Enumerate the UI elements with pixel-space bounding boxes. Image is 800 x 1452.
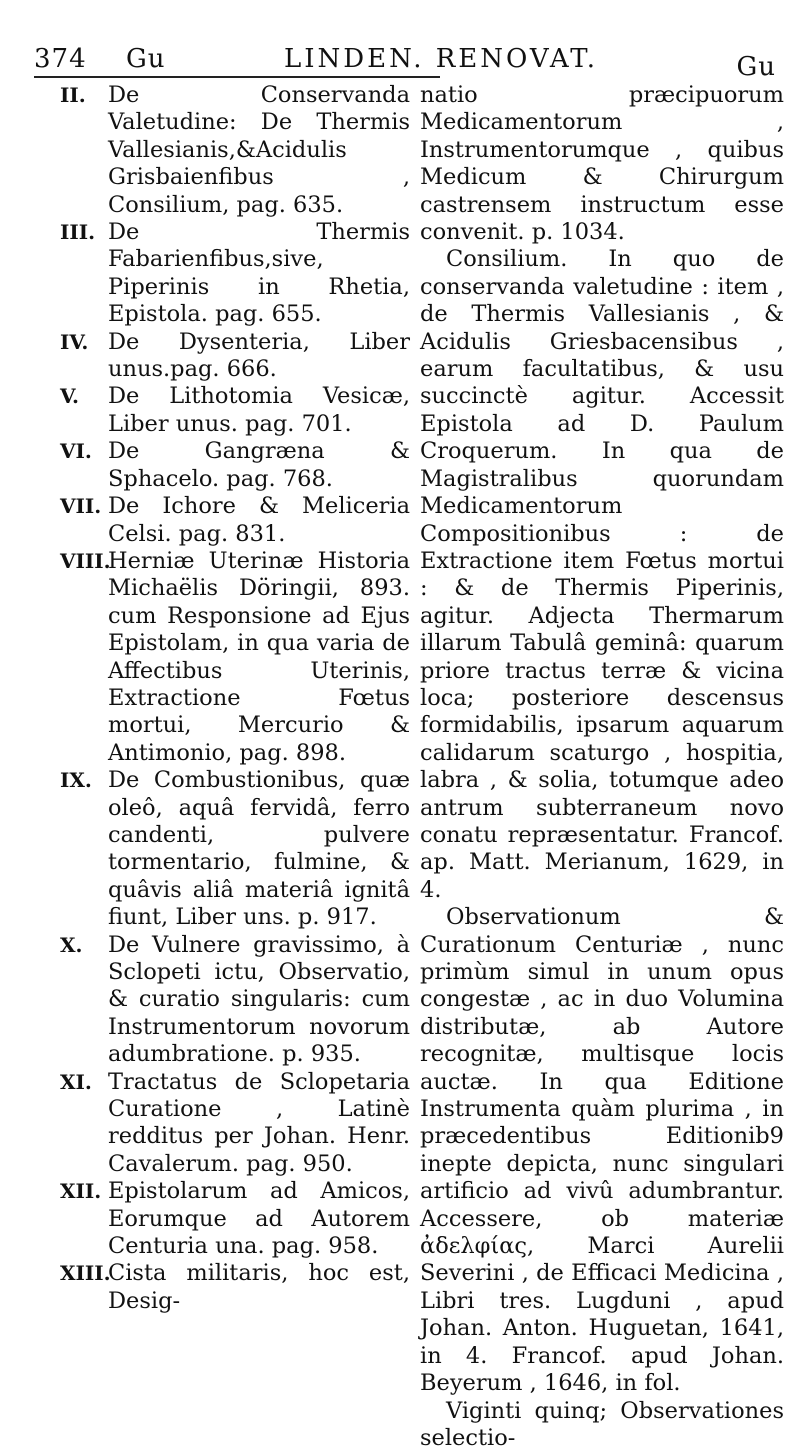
keyword-right: Gu <box>736 52 776 82</box>
left-column <box>60 82 410 1315</box>
paragraph-observationum: Observationum & Curationum Centuriæ , nunc primùm simul in unum opus congestæ , ac in duo Volumina distributæ, ab Autore recognitæ, multisque locis auctæ. In qua Editione Instrumenta quàm plurima , in præcedentibus Editionib9 inepte depicta, nunc singulari artificio ad vivû adumbrantur. Accessere, ob materiæ ἀδελφίας, Marci Aurelii Severini , de Efficaci Medicina , Libri tres. Lugduni , apud Johan. Anton. Huguetan, 1641, in 4. Francof. apud Johan. Beyerum , 1646, in fol. <box>420 904 784 1397</box>
entry-number: VI. <box>60 438 108 465</box>
entry-text: De Lithotomia Vesicæ, Liber unus. pag. 701. <box>108 383 410 438</box>
entry-text: Herniæ Uterinæ Historia Michaëlis Döringii, 893. cum Responsione ad Ejus Epistolam, in qua varia de Affectibus Uterinis, Extractione Fœtus mortui, Mercurio & Antimonio, pag. 898. <box>108 548 410 767</box>
entry-ii <box>60 82 410 219</box>
page-number: 374 <box>34 44 87 74</box>
entry-text: De Ichore & Meliceria Celsi. pag. 831. <box>108 493 410 548</box>
entry-number: XI. <box>60 1069 108 1096</box>
entry-iv <box>60 329 410 384</box>
header-rule <box>34 76 440 78</box>
entry-v <box>60 383 410 438</box>
entry-number: IV. <box>60 329 108 356</box>
entry-text: Epistolarum ad Amicos, Eorumque ad Autorem Centuria una. pag. 958. <box>108 1178 410 1260</box>
entry-xiii <box>60 1260 410 1315</box>
entry-number: V. <box>60 383 108 410</box>
entry-vi <box>60 438 410 493</box>
entry-text: De Gangræna & Sphacelo. pag. 768. <box>108 438 410 493</box>
running-header <box>34 44 782 78</box>
paragraph-continuation: natio præcipuorum Medicamentorum , Instrumentorumque , quibus Medicum & Chirurgum castrensem instructum esse convenit. p. 1034. <box>420 82 784 246</box>
entry-text: De Vulnere gravissimo, à Sclopeti ictu, Observatio, & curatio singularis: cum Instrumentorum novorum adumbratione. p. 935. <box>108 932 410 1069</box>
entry-text: De Conservanda Valetudine: De Thermis Vallesianis,&Acidulis Grisbaienfibus , Consilium, pag. 635. <box>108 82 410 219</box>
entry-number: IX. <box>60 767 108 794</box>
paragraph-viginti: Viginti quinq; Observationes selectio- <box>420 1398 784 1452</box>
entry-text: De Dysenteria, Liber unus.pag. 666. <box>108 329 410 384</box>
entry-vii <box>60 493 410 548</box>
entry-number: XIII. <box>60 1260 108 1287</box>
entry-text: De Combustionibus, quæ oleô, aquâ fervidâ, ferro candenti, pulvere tormentario, fulmine, & quâvis aliâ materiâ ignitâ fiunt, Liber uns. p. 917. <box>108 767 410 931</box>
entry-viii <box>60 548 410 767</box>
entry-number: II. <box>60 82 108 109</box>
entry-number: III. <box>60 219 108 246</box>
paragraph-consilium: Consilium. In quo de conservanda valetudine : item , de Thermis Vallesianis , & Acidulis Griesbacensibus , earum facultatibus, & usu succinctè agitur. Accessit Epistola ad D. Paulum Croquerum. In qua de Magistralibus quorundam Medicamentorum Compositionibus : de Extractione item Fœtus mortui : & de Thermis Piperinis, agitur. Adjecta Thermarum illarum Tabulâ geminâ: quarum priore tractus terræ & vicina loca; posteriore descensus formidabilis, ipsarum aquarum calidarum scaturgo , hospitia, labra , & solia, totumque adeo antrum subterraneum novo conatu repræsentatur. Francof. ap. Matt. Merianum, 1629, in 4. <box>420 246 784 904</box>
entry-x <box>60 932 410 1069</box>
entry-text: Cista militaris, hoc est, Desig- <box>108 1260 410 1315</box>
entry-xi <box>60 1069 410 1179</box>
entry-text: De Thermis Fabarienfibus,sive, Piperinis in Rhetia, Epistola. pag. 655. <box>108 219 410 329</box>
entry-iii <box>60 219 410 329</box>
entry-number: X. <box>60 932 108 959</box>
entry-number: VII. <box>60 493 108 520</box>
entry-ix <box>60 767 410 931</box>
running-title: LINDEN. RENOVAT. <box>284 44 598 74</box>
entry-number: VIII. <box>60 548 108 575</box>
entry-number: XII. <box>60 1178 108 1205</box>
entry-text: Tractatus de Sclopetaria Curatione , Latinè redditus per Johan. Henr. Cavalerum. pag. 950. <box>108 1069 410 1179</box>
keyword-left: Gu <box>126 44 166 74</box>
entry-xii <box>60 1178 410 1260</box>
right-column <box>420 82 784 1452</box>
